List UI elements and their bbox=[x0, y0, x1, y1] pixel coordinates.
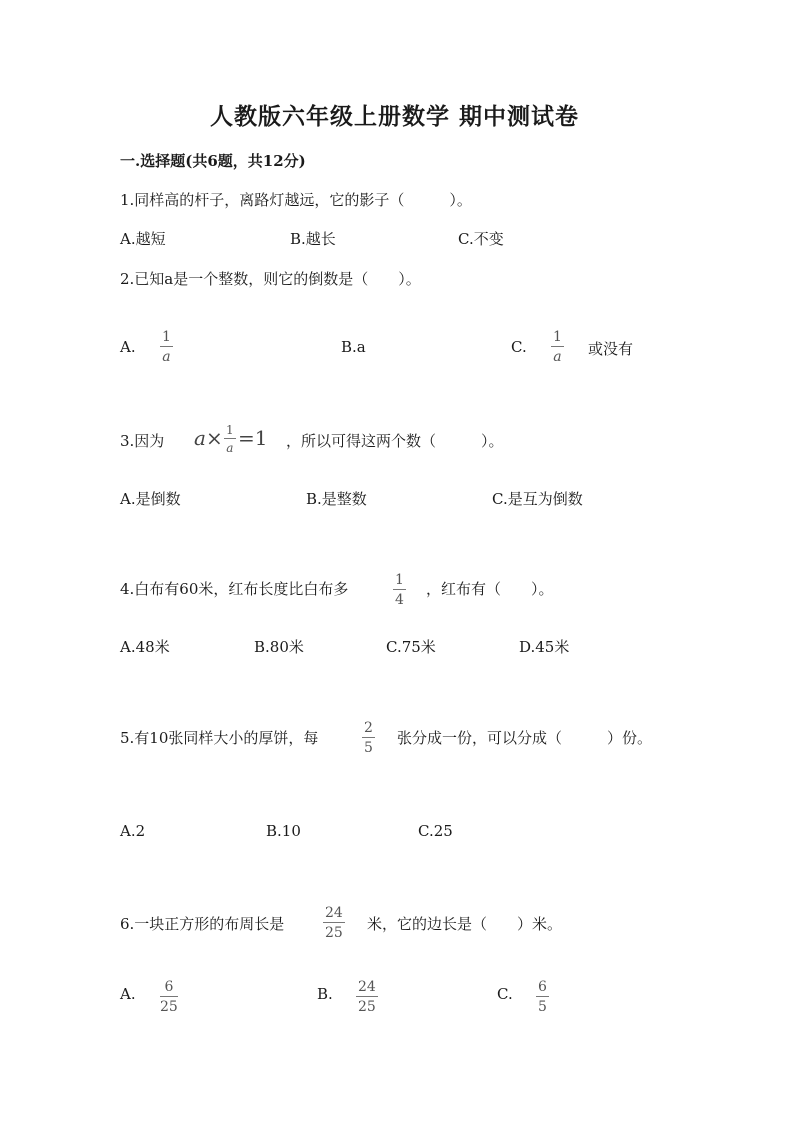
q2-option-a-fraction bbox=[160, 330, 173, 364]
fraction-denominator: a bbox=[226, 441, 234, 455]
question-3-stem-prefix: 3.因为 bbox=[120, 432, 165, 450]
q5-fraction bbox=[362, 721, 375, 755]
fraction-denominator: a bbox=[162, 349, 171, 365]
question-6-stem-prefix: 6.一块正方形的布周长是 bbox=[120, 915, 285, 933]
fraction-denominator: 25 bbox=[358, 999, 376, 1015]
fraction-numerator: 1 bbox=[553, 329, 562, 345]
q2-option-a[interactable]: A. bbox=[120, 338, 136, 356]
question-6-stem-suffix: 米，它的边长是（ ）米。 bbox=[367, 915, 563, 933]
section-heading: 一.选择题(共6题，共12分) bbox=[120, 152, 306, 170]
q3-option-a[interactable]: A.是倒数 bbox=[120, 490, 181, 508]
q3-equation bbox=[194, 426, 223, 450]
question-2-stem: 2.已知a是一个整数，则它的倒数是（ ）。 bbox=[120, 270, 421, 288]
q6-option-c[interactable]: C. bbox=[497, 985, 513, 1003]
fraction-numerator: 6 bbox=[538, 979, 547, 995]
q6-option-c-fraction bbox=[536, 980, 549, 1014]
fraction-numerator: 6 bbox=[164, 979, 174, 995]
question-5-stem-prefix: 5.有10张同样大小的厚饼，每 bbox=[120, 729, 319, 747]
eq-variable: a bbox=[194, 426, 206, 450]
eq-rhs: =1 bbox=[238, 426, 268, 450]
q3-equation-fraction bbox=[224, 424, 236, 454]
question-5-stem-suffix: 张分成一份，可以分成（ ）份。 bbox=[397, 729, 653, 747]
q5-option-a[interactable]: A.2 bbox=[120, 822, 146, 840]
q3-option-b[interactable]: B.是整数 bbox=[306, 490, 367, 508]
q2-option-c-suffix: 或没有 bbox=[588, 340, 634, 358]
q4-option-a[interactable]: A.48米 bbox=[120, 638, 170, 656]
fraction-denominator: 25 bbox=[325, 925, 343, 941]
q6-option-b[interactable]: B. bbox=[317, 985, 333, 1003]
q5-option-b[interactable]: B.10 bbox=[266, 822, 301, 840]
q6-option-b-fraction bbox=[356, 980, 378, 1014]
fraction-numerator: 1 bbox=[226, 423, 234, 437]
fraction-numerator: 24 bbox=[358, 979, 376, 995]
q4-option-d[interactable]: D.45米 bbox=[519, 638, 570, 656]
q5-option-c[interactable]: C.25 bbox=[418, 822, 453, 840]
q2-option-b[interactable]: B.a bbox=[341, 338, 366, 356]
q4-fraction bbox=[393, 573, 406, 607]
q2-option-c-fraction bbox=[551, 330, 564, 364]
q2-option-c[interactable]: C. bbox=[511, 338, 527, 356]
fraction-numerator: 1 bbox=[162, 329, 171, 345]
q3-option-c[interactable]: C.是互为倒数 bbox=[492, 490, 583, 508]
question-3-stem-suffix: ，所以可得这两个数（ ）。 bbox=[286, 432, 504, 450]
q4-option-b[interactable]: B.80米 bbox=[254, 638, 304, 656]
fraction-numerator: 1 bbox=[395, 572, 404, 588]
eq-times: × bbox=[205, 426, 223, 450]
fraction-denominator: a bbox=[553, 349, 562, 365]
q6-option-a-fraction bbox=[160, 980, 178, 1014]
question-1-stem: 1.同样高的杆子，离路灯越远，它的影子（ ）。 bbox=[120, 191, 472, 209]
question-4-stem-suffix: ，红布有（ ）。 bbox=[426, 580, 554, 598]
fraction-denominator: 5 bbox=[364, 740, 373, 756]
page-title: 人教版六年级上册数学 期中测试卷 bbox=[210, 103, 580, 130]
question-4-stem-prefix: 4.白布有60米，红布长度比白布多 bbox=[120, 580, 349, 598]
q1-option-b[interactable]: B.越长 bbox=[290, 230, 336, 248]
q6-option-a[interactable]: A. bbox=[120, 985, 136, 1003]
q6-fraction bbox=[323, 906, 345, 940]
fraction-denominator: 5 bbox=[538, 999, 547, 1015]
q4-option-c[interactable]: C.75米 bbox=[386, 638, 436, 656]
q1-option-a[interactable]: A.越短 bbox=[120, 230, 166, 248]
fraction-numerator: 2 bbox=[364, 720, 373, 736]
q1-option-c[interactable]: C.不变 bbox=[458, 230, 504, 248]
fraction-numerator: 24 bbox=[325, 905, 343, 921]
fraction-denominator: 4 bbox=[395, 592, 404, 608]
fraction-denominator: 25 bbox=[160, 999, 178, 1015]
